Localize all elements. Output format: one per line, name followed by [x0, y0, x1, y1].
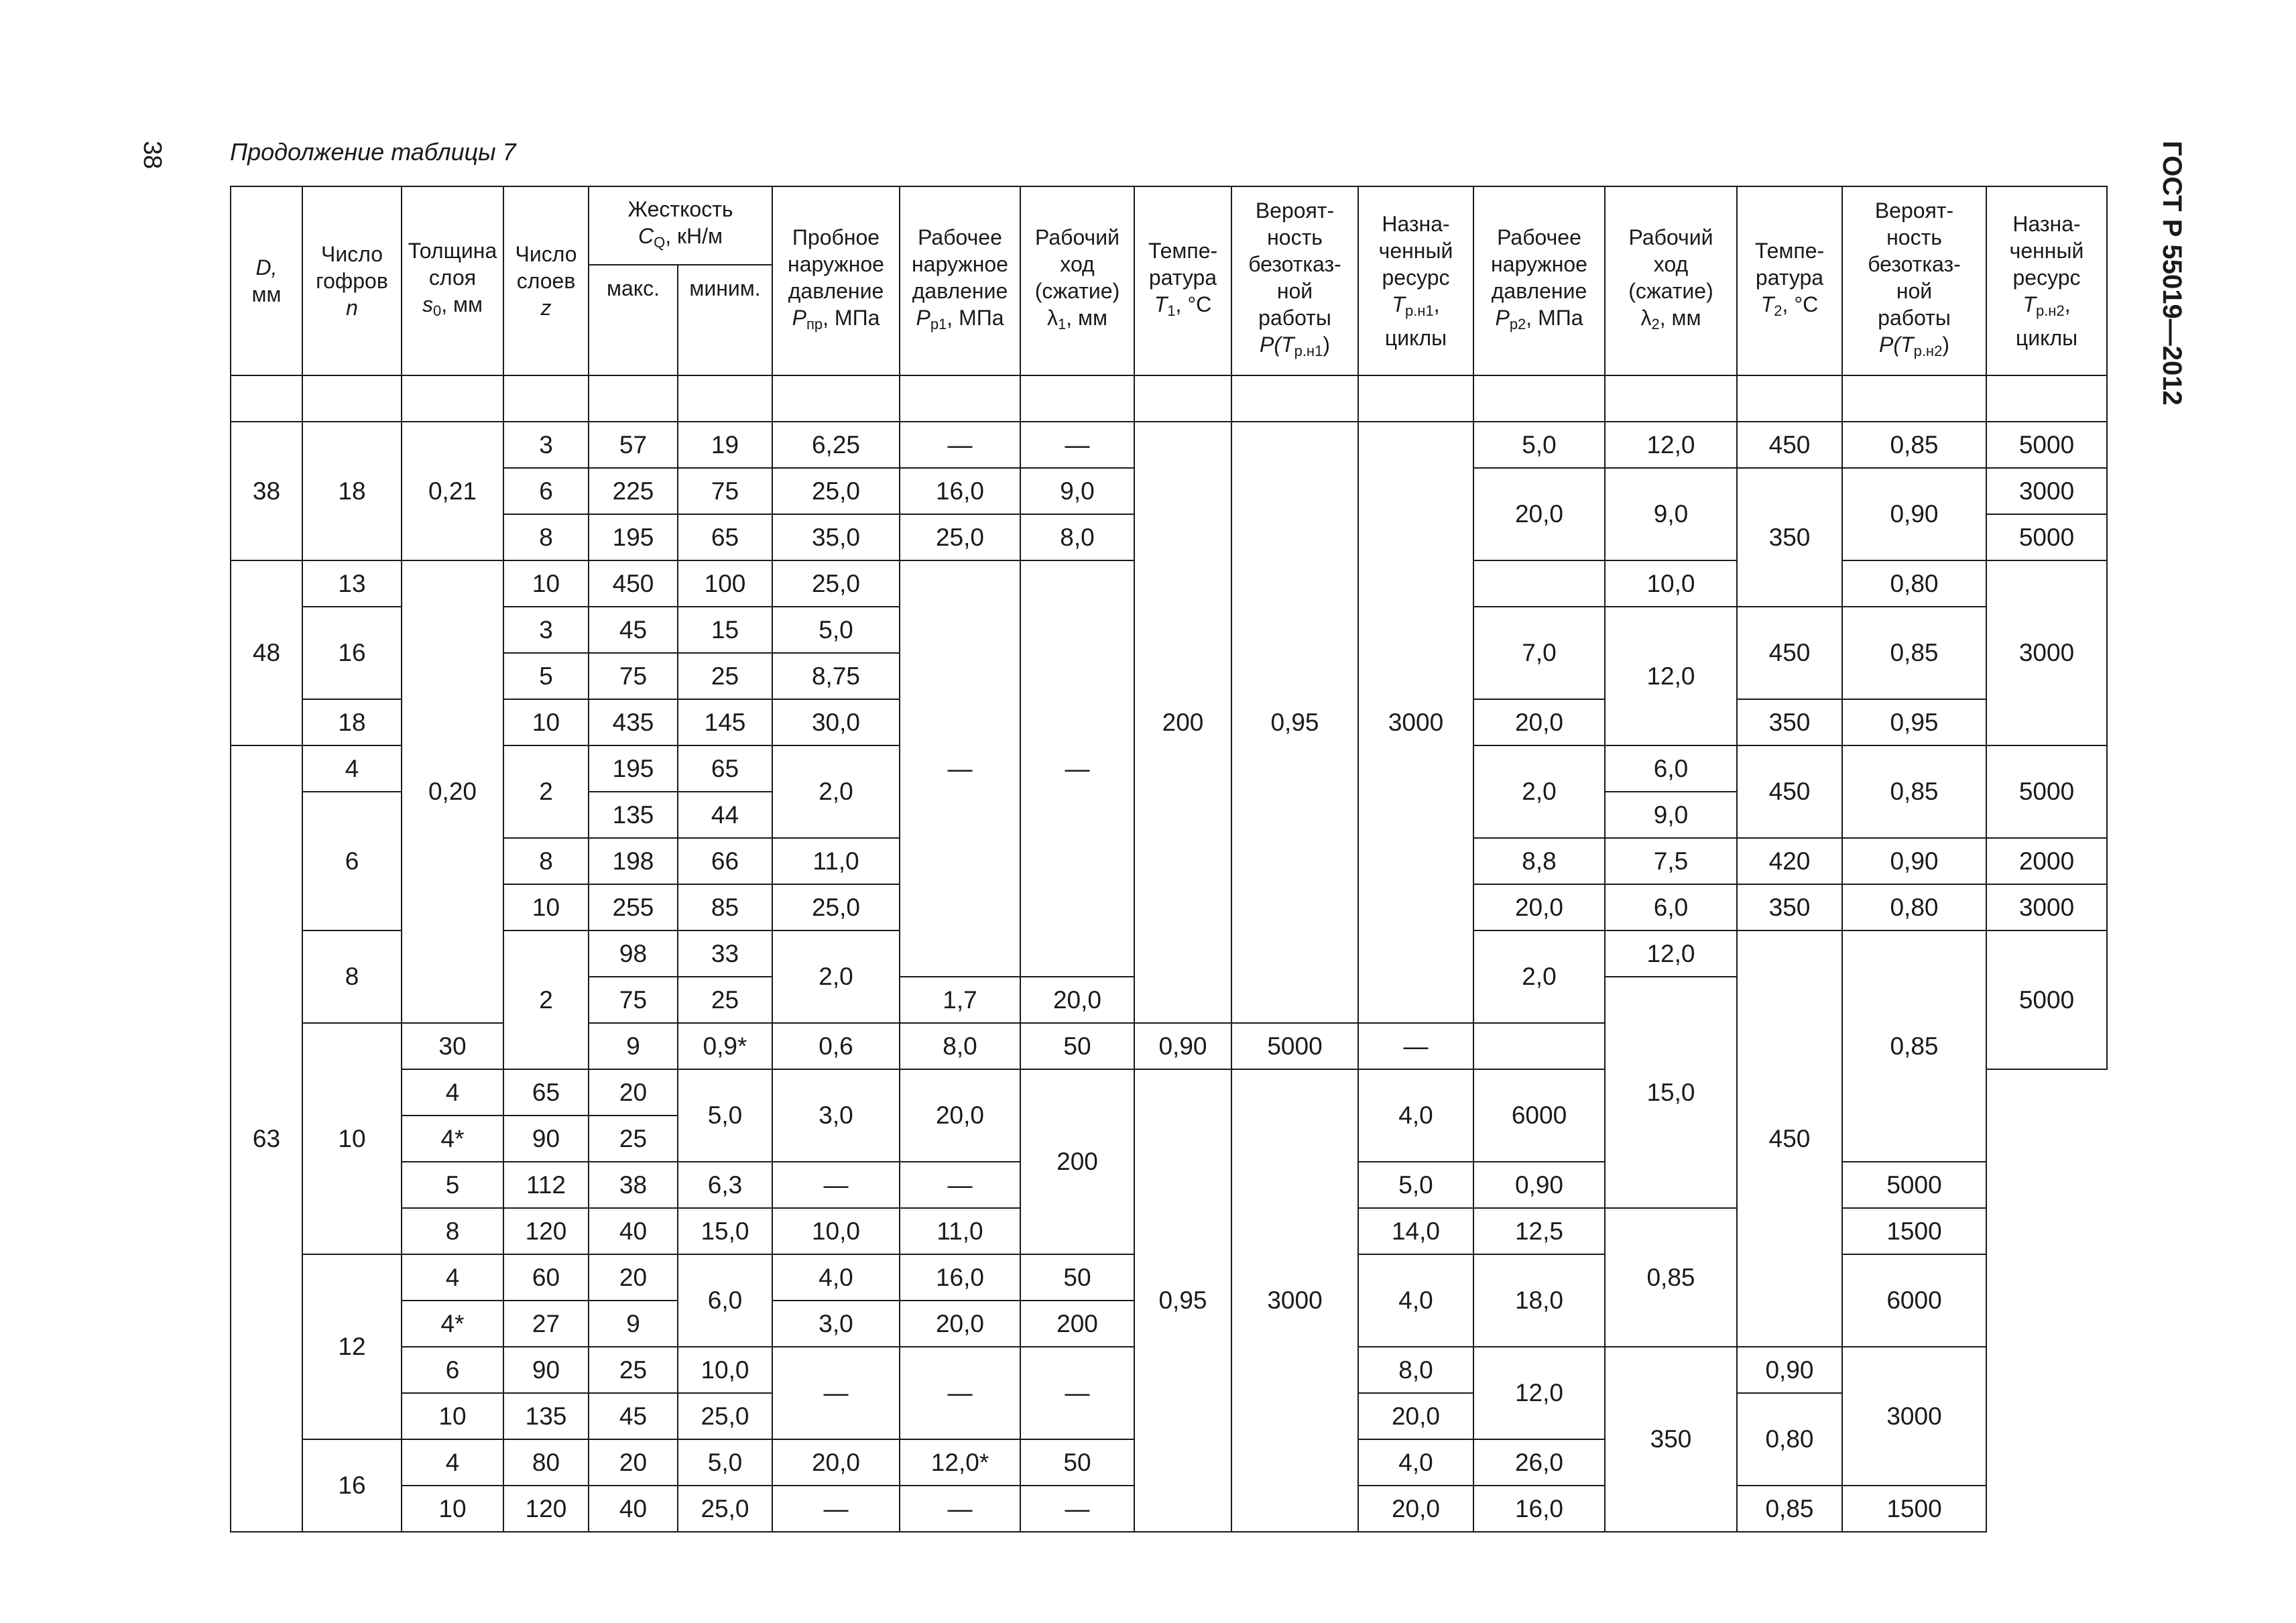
table-cell: 0,85 [1842, 930, 1986, 1162]
table-cell: 10 [503, 560, 589, 607]
table-cell: 65 [503, 1069, 589, 1116]
document-id: ГОСТ Р 55019—2012 [2157, 141, 2187, 406]
table-cell: — [900, 422, 1020, 468]
table-cell: 6,3 [678, 1162, 772, 1208]
table-cell: 50 [1020, 1439, 1134, 1486]
table-cell: 8,0 [900, 1023, 1020, 1069]
table-cell: — [900, 1486, 1020, 1532]
table-cell: 75 [678, 468, 772, 514]
table-cell: 2000 [1986, 838, 2107, 884]
table-cell: 8 [302, 930, 402, 1023]
table-cell: 9 [589, 1023, 678, 1069]
table-cell: 98 [589, 930, 678, 977]
table-cell: 450 [1737, 745, 1842, 838]
table-cell: 18 [302, 422, 402, 560]
table-cell: 45 [589, 1393, 678, 1439]
table-cell: 25,0 [900, 514, 1020, 560]
table-cell: 12,0 [1605, 930, 1737, 977]
table-cell: 0,90 [1134, 1023, 1231, 1069]
table-cell: 8,75 [772, 653, 900, 699]
table-cell: 0,95 [1134, 1069, 1231, 1532]
table-cell: 4 [402, 1439, 503, 1486]
col-d: D, мм [231, 186, 302, 375]
table-cell: 5 [503, 653, 589, 699]
table-cell: — [900, 560, 1020, 977]
table-cell: — [1020, 422, 1134, 468]
table-cell: 20,0 [1358, 1393, 1473, 1439]
table-cell: 16 [302, 607, 402, 699]
table-cell: 10 [503, 884, 589, 930]
table-cell: 12 [302, 1254, 402, 1439]
table-cell: 8,0 [1020, 514, 1134, 560]
table-cell: 25,0 [772, 468, 900, 514]
table-cell: 0,80 [1737, 1393, 1842, 1486]
table-cell [1473, 560, 1605, 607]
col-corrugations: Число гофров n [302, 186, 402, 375]
table-cell: 135 [503, 1393, 589, 1439]
table-cell: 350 [1737, 468, 1842, 607]
table-cell: — [772, 1162, 900, 1208]
table-cell: 255 [589, 884, 678, 930]
table-cell: 12,0* [900, 1439, 1020, 1486]
table-cell: 6,0 [1605, 884, 1737, 930]
table-cell: 4 [402, 1254, 503, 1301]
table-cell: 20,0 [1020, 977, 1134, 1023]
table-cell: 20,0 [1473, 699, 1605, 745]
table-cell: 4 [402, 1069, 503, 1116]
table-cell: 6,0 [1605, 745, 1737, 792]
table-cell: 450 [1737, 930, 1842, 1347]
table-cell: 195 [589, 745, 678, 792]
table-cell: 145 [678, 699, 772, 745]
table-cell: 50 [1020, 1254, 1134, 1301]
table-cell: 350 [1737, 699, 1842, 745]
table-cell: 450 [1737, 607, 1842, 699]
table-cell: — [900, 1162, 1020, 1208]
table-cell: 38 [231, 422, 302, 560]
table-cell: 100 [678, 560, 772, 607]
table-cell: 6,0 [678, 1254, 772, 1347]
table-cell: 25 [678, 977, 772, 1023]
table-cell: 0,80 [1842, 884, 1986, 930]
table-cell: 10 [302, 1023, 402, 1254]
table-cell: 5,0 [772, 607, 900, 653]
table-cell: 6 [302, 792, 402, 930]
table-cell: 225 [589, 468, 678, 514]
table-cell: 3,0 [772, 1301, 900, 1347]
table-cell: 7,5 [1605, 838, 1737, 884]
col-stroke-1: Рабочий ход (сжатие) $\lambda_1$, мм [1020, 186, 1134, 375]
table-cell: 6,25 [772, 422, 900, 468]
table-cell: 18,0 [1473, 1254, 1605, 1347]
table-cell: 16,0 [900, 468, 1020, 514]
table-cell: — [1020, 1347, 1134, 1439]
table-cell: 2 [503, 745, 589, 838]
table-cell: 75 [589, 977, 678, 1023]
table-cell: 20 [589, 1069, 678, 1116]
col-probability-1: Вероят- ность безотказ- ной работы $P(T_{р.н1})$ [1231, 186, 1358, 375]
table-cell: 0,80 [1842, 560, 1986, 607]
table-cell: 25 [678, 653, 772, 699]
table-cell: 15,0 [678, 1208, 772, 1254]
table-cell: 6 [503, 468, 589, 514]
table-cell: 12,5 [1473, 1208, 1605, 1254]
col-temperature-2: Темпе- ратура $T_2$, °С [1737, 186, 1842, 375]
table-cell: 4,0 [772, 1254, 900, 1301]
table-cell: 450 [1737, 422, 1842, 468]
table-cell: 5,0 [1358, 1162, 1473, 1208]
table-cell: 3,0 [772, 1069, 900, 1162]
table-cell: 3 [503, 422, 589, 468]
table-cell: 35,0 [772, 514, 900, 560]
table-cell: 195 [589, 514, 678, 560]
table-cell: 5 [402, 1162, 503, 1208]
table-cell: 65 [678, 745, 772, 792]
table-cell: 63 [231, 745, 302, 1532]
col-temperature-1: Темпе- ратура $T_1$, °С [1134, 186, 1231, 375]
table-cell: 9,0 [1020, 468, 1134, 514]
table-cell: 2 [503, 930, 589, 1069]
table-cell: 0,90 [1737, 1347, 1842, 1393]
table-cell: 350 [1737, 884, 1842, 930]
table-cell: 10 [402, 1486, 503, 1532]
table-cell: 20,0 [900, 1301, 1020, 1347]
table-cell: 4* [402, 1116, 503, 1162]
table-cell: 0,95 [1231, 422, 1358, 1023]
table-cell: 19 [678, 422, 772, 468]
table-cell: 75 [589, 653, 678, 699]
table-cell: 6000 [1473, 1069, 1605, 1162]
col-layers: Число слоев z [503, 186, 589, 375]
table-cell: 30 [402, 1023, 503, 1069]
table-cell: 3 [503, 607, 589, 653]
table-cell: 2,0 [1473, 745, 1605, 838]
table-cell: 38 [589, 1162, 678, 1208]
table-cell: 25,0 [678, 1486, 772, 1532]
table-cell: 4,0 [1358, 1254, 1473, 1347]
table-cell: 1,7 [900, 977, 1020, 1023]
table-cell: 60 [503, 1254, 589, 1301]
table-cell: 66 [678, 838, 772, 884]
table-cell: 57 [589, 422, 678, 468]
table-cell: 0,21 [402, 422, 503, 560]
table-cell: 4 [302, 745, 402, 792]
col-test-pressure: Пробное наружное давление $P_{пр}$, МПа [772, 186, 900, 375]
table-cell: 11,0 [772, 838, 900, 884]
table-cell: 40 [589, 1486, 678, 1532]
table-cell: 16 [302, 1439, 402, 1532]
table-cell: 25,0 [772, 884, 900, 930]
data-table [230, 186, 2108, 1532]
table-cell: 2,0 [772, 930, 900, 1023]
table-cell: 25 [589, 1347, 678, 1393]
table-cell: 12,0 [1605, 422, 1737, 468]
table-cell: 26,0 [1473, 1439, 1605, 1486]
col-probability-2: Вероят- ность безотказ- ной работы $P(T_{р.н2})$ [1842, 186, 1986, 375]
table-cell: 8 [402, 1208, 503, 1254]
table-cell: 6 [402, 1347, 503, 1393]
table-header [231, 186, 2107, 375]
table-cell: 90 [503, 1347, 589, 1393]
col-stiffness-max: макс. [589, 265, 678, 375]
table-cell: 9,0 [1605, 468, 1737, 560]
table-cell: 90 [503, 1116, 589, 1162]
table-cell: 9 [589, 1301, 678, 1347]
table-cell: 4,0 [1358, 1069, 1473, 1162]
table-cell: — [1020, 1486, 1134, 1532]
table-cell: 2,0 [772, 745, 900, 838]
table-cell: 45 [589, 607, 678, 653]
table-cell: 200 [1020, 1069, 1134, 1254]
table-cell: 112 [503, 1162, 589, 1208]
table-cell: 0,95 [1842, 699, 1986, 745]
table-cell: 8 [503, 514, 589, 560]
col-resource-1: Назна- ченный ресурс $T_{р.н1}$, циклы [1358, 186, 1473, 375]
table-cell: 18 [302, 699, 402, 745]
table-cell: 8,0 [1358, 1347, 1473, 1393]
table-cell: 0,85 [1605, 1208, 1737, 1347]
table-cell: 7,0 [1473, 607, 1605, 699]
table-cell: 20,0 [1473, 468, 1605, 560]
table-cell: 198 [589, 838, 678, 884]
table-cell: 0,85 [1737, 1486, 1842, 1532]
table-cell: 0,6 [772, 1023, 900, 1069]
table-cell: 25,0 [678, 1393, 772, 1439]
table-cell: 14,0 [1358, 1208, 1473, 1254]
table-cell: 1500 [1842, 1208, 1986, 1254]
table-cell: 6000 [1842, 1254, 1986, 1347]
col-stiffness: Жесткость $C_Q$, кН/м [589, 186, 772, 265]
col-thickness: Толщина слоя $s_0$, мм [402, 186, 503, 375]
table-cell: 350 [1605, 1347, 1737, 1532]
table-cell: 0,90 [1473, 1162, 1605, 1208]
table-cell: 135 [589, 792, 678, 838]
table-cell: 10 [402, 1393, 503, 1439]
table-cell: 0,9* [678, 1023, 772, 1069]
table-cell: 2,0 [1473, 930, 1605, 1023]
table-cell: 200 [1020, 1301, 1134, 1347]
table-cell: 15,0 [1605, 977, 1737, 1208]
table-cell: 120 [503, 1208, 589, 1254]
table-cell: 450 [589, 560, 678, 607]
table-cell: 10,0 [678, 1347, 772, 1393]
table-cell: — [772, 1486, 900, 1532]
table-cell: 3000 [1986, 884, 2107, 930]
table-cell: 10,0 [1605, 560, 1737, 607]
table-cell: 420 [1737, 838, 1842, 884]
table-cell: 9,0 [1605, 792, 1737, 838]
table-cell: 200 [1134, 422, 1231, 1023]
table-cell: 3000 [1842, 1347, 1986, 1486]
table-cell: 0,90 [1842, 468, 1986, 560]
table-cell: 65 [678, 514, 772, 560]
table-cell: 16,0 [1473, 1486, 1605, 1532]
table-cell: — [900, 1347, 1020, 1439]
table-cell: 20,0 [1473, 884, 1605, 930]
table-cell: 8 [503, 838, 589, 884]
table-cell: 13 [302, 560, 402, 607]
table-cell: 0,85 [1842, 745, 1986, 838]
table-cell: 5000 [1842, 1162, 1986, 1208]
table-cell: 11,0 [900, 1208, 1020, 1254]
table-cell: 85 [678, 884, 772, 930]
table-cell: 0,85 [1842, 607, 1986, 699]
table-cell: 44 [678, 792, 772, 838]
table-cell: 435 [589, 699, 678, 745]
table-cell: 5000 [1986, 514, 2107, 560]
table-cell: 33 [678, 930, 772, 977]
table-cell: 1500 [1842, 1486, 1986, 1532]
table-cell: 3000 [1358, 422, 1473, 1023]
table-cell: 5000 [1986, 422, 2107, 468]
table-cell: — [1020, 560, 1134, 977]
col-stroke-2: Рабочий ход (сжатие) $\lambda_2$, мм [1605, 186, 1737, 375]
col-stiffness-min: миним. [678, 265, 772, 375]
table-cell: 20,0 [1358, 1486, 1473, 1532]
table-cell: 20 [589, 1439, 678, 1486]
table-continuation-caption: Продолжение таблицы 7 [230, 138, 516, 166]
table-cell: 0,20 [402, 560, 503, 1023]
table-cell: 16,0 [900, 1254, 1020, 1301]
table-cell: 80 [503, 1439, 589, 1486]
table-cell: 50 [1020, 1023, 1134, 1069]
table-cell: 20 [589, 1254, 678, 1301]
table-cell: 20,0 [772, 1439, 900, 1486]
table-cell: — [772, 1347, 900, 1439]
table-cell: 12,0 [1605, 607, 1737, 745]
table-cell: 8,8 [1473, 838, 1605, 884]
table-cell: 10,0 [772, 1208, 900, 1254]
table-cell: 20,0 [900, 1069, 1020, 1162]
header-separator [231, 375, 2107, 422]
table-cell: 48 [231, 560, 302, 745]
table-cell: 5000 [1986, 745, 2107, 838]
table-cell: 120 [503, 1486, 589, 1532]
table-cell: 25 [589, 1116, 678, 1162]
table-cell: 0,85 [1842, 422, 1986, 468]
col-work-pressure-1: Рабочее наружное давление $P_{р1}$, МПа [900, 186, 1020, 375]
table-cell: 3000 [1986, 560, 2107, 745]
table-cell: 3000 [1986, 468, 2107, 514]
table-cell: 5,0 [678, 1439, 772, 1486]
table-cell: 5,0 [678, 1069, 772, 1162]
table-cell: 0,90 [1842, 838, 1986, 884]
col-work-pressure-2: Рабочее наружное давление $P_{р2}$, МПа [1473, 186, 1605, 375]
table-row [231, 422, 2107, 468]
table-cell: 4* [402, 1301, 503, 1347]
table-cell: 4,0 [1358, 1439, 1473, 1486]
table-cell: 5000 [1231, 1023, 1358, 1069]
table-cell: 5,0 [1473, 422, 1605, 468]
table-cell: 27 [503, 1301, 589, 1347]
table-cell: 30,0 [772, 699, 900, 745]
col-resource-2: Назна- ченный ресурс $T_{р.н2}$, циклы [1986, 186, 2107, 375]
table-cell: 3000 [1231, 1069, 1358, 1532]
table-cell: 25,0 [772, 560, 900, 607]
table-cell: 12,0 [1473, 1347, 1605, 1439]
table-cell: 5000 [1986, 930, 2107, 1069]
table-cell: 40 [589, 1208, 678, 1254]
page-number: 38 [138, 141, 166, 170]
table-cell: — [1358, 1023, 1473, 1069]
table-cell: 10 [503, 699, 589, 745]
table-cell: 15 [678, 607, 772, 653]
